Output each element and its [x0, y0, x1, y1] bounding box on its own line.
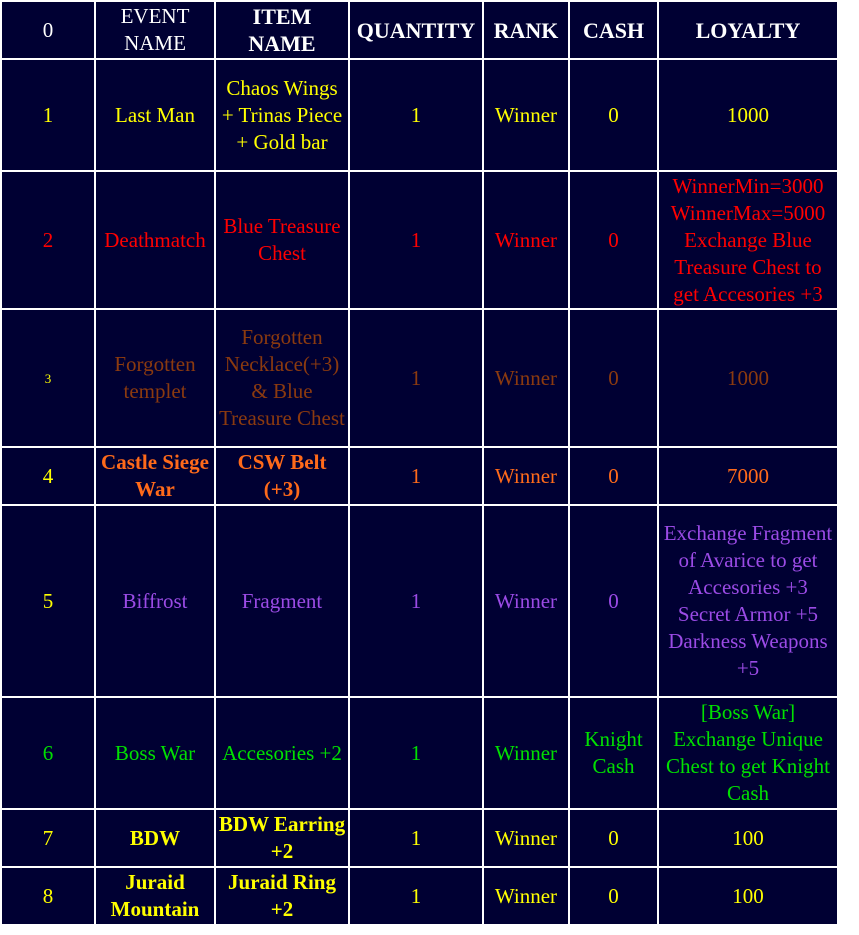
- cell-index: 3: [2, 310, 94, 446]
- table-row: [2, 172, 837, 308]
- cell-event-name: Biffrost: [96, 506, 214, 696]
- cell-event-name: Castle Siege War: [96, 448, 214, 504]
- cell-cash: 0: [570, 506, 657, 696]
- cell-quantity: 1: [350, 310, 482, 446]
- cell-item-name: Blue Treasure Chest: [216, 172, 348, 308]
- cell-index: 1: [2, 60, 94, 170]
- cell-event-name: Last Man: [96, 60, 214, 170]
- cell-quantity: 1: [350, 810, 482, 866]
- cell-event-name: Forgotten templet: [96, 310, 214, 446]
- cell-rank: Winner: [484, 60, 568, 170]
- cell-loyalty: 100: [659, 810, 837, 866]
- header-item-name: ITEM NAME: [216, 2, 348, 58]
- cell-rank: Winner: [484, 448, 568, 504]
- cell-loyalty: 1000: [659, 60, 837, 170]
- cell-event-name: BDW: [96, 810, 214, 866]
- table-row: [2, 60, 837, 170]
- table-row: [2, 868, 837, 924]
- header-loyalty: LOYALTY: [659, 2, 837, 58]
- header-rank: RANK: [484, 2, 568, 58]
- cell-index: 5: [2, 506, 94, 696]
- cell-loyalty: 1000: [659, 310, 837, 446]
- cell-cash: 0: [570, 310, 657, 446]
- cell-event-name: Boss War: [96, 698, 214, 808]
- cell-item-name: Accesories +2: [216, 698, 348, 808]
- table-row: [2, 448, 837, 504]
- table-row: [2, 698, 837, 808]
- cell-quantity: 1: [350, 868, 482, 924]
- cell-event-name: Deathmatch: [96, 172, 214, 308]
- cell-loyalty: Exchange Fragment of Avarice to get Accesories +3 Secret Armor +5 Darkness Weapons +5: [659, 506, 837, 696]
- cell-event-name: Juraid Mountain: [96, 868, 214, 924]
- cell-quantity: 1: [350, 698, 482, 808]
- cell-cash: 0: [570, 810, 657, 866]
- cell-rank: Winner: [484, 868, 568, 924]
- cell-item-name: Juraid Ring +2: [216, 868, 348, 924]
- cell-index: 4: [2, 448, 94, 504]
- cell-loyalty: 7000: [659, 448, 837, 504]
- cell-item-name: Forgotten Necklace(+3) & Blue Treasure Chest: [216, 310, 348, 446]
- cell-quantity: 1: [350, 448, 482, 504]
- cell-quantity: 1: [350, 60, 482, 170]
- cell-item-name: Fragment: [216, 506, 348, 696]
- cell-index: 6: [2, 698, 94, 808]
- cell-item-name: BDW Earring +2: [216, 810, 348, 866]
- table-row: [2, 810, 837, 866]
- cell-rank: Winner: [484, 310, 568, 446]
- table-row: [2, 310, 837, 446]
- cell-index: 2: [2, 172, 94, 308]
- cell-rank: Winner: [484, 698, 568, 808]
- header-row: [2, 2, 837, 58]
- cell-cash: 0: [570, 868, 657, 924]
- cell-rank: Winner: [484, 506, 568, 696]
- table-row: [2, 506, 837, 696]
- header-event-name: EVENT NAME: [96, 2, 214, 58]
- cell-cash: Knight Cash: [570, 698, 657, 808]
- cell-cash: 0: [570, 60, 657, 170]
- cell-index: 8: [2, 868, 94, 924]
- cell-index: 7: [2, 810, 94, 866]
- cell-quantity: 1: [350, 172, 482, 308]
- cell-item-name: CSW Belt (+3): [216, 448, 348, 504]
- header-cash: CASH: [570, 2, 657, 58]
- cell-cash: 0: [570, 448, 657, 504]
- cell-quantity: 1: [350, 506, 482, 696]
- cell-loyalty: WinnerMin=3000 WinnerMax=5000 Exchange Blue Treasure Chest to get Accesories +3: [659, 172, 837, 308]
- cell-item-name: Chaos Wings + Trinas Piece + Gold bar: [216, 60, 348, 170]
- header-quantity: QUANTITY: [350, 2, 482, 58]
- cell-cash: 0: [570, 172, 657, 308]
- cell-loyalty: [Boss War] Exchange Unique Chest to get Knight Cash: [659, 698, 837, 808]
- cell-rank: Winner: [484, 810, 568, 866]
- cell-loyalty: 100: [659, 868, 837, 924]
- cell-rank: Winner: [484, 172, 568, 308]
- header-index: 0: [2, 2, 94, 58]
